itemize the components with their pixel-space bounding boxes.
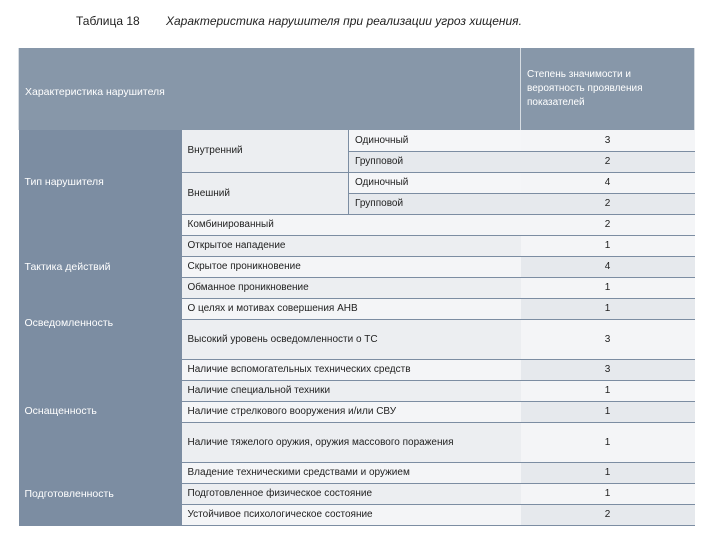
value-cell: 3 xyxy=(521,319,695,359)
violator-characteristics-table xyxy=(18,48,695,526)
table-row xyxy=(19,214,695,235)
sub-single: Одиночный xyxy=(349,130,521,151)
value-cell: 1 xyxy=(521,380,695,401)
group-tactics: Тактика действий xyxy=(19,235,182,298)
group-type-continued xyxy=(19,214,182,235)
table-number: Таблица 18 xyxy=(76,14,140,28)
value-cell: 1 xyxy=(521,277,695,298)
type-combined: Комбинированный xyxy=(182,214,521,235)
row-label: Открытое нападение xyxy=(182,235,521,256)
table-row xyxy=(19,359,695,380)
value-cell: 3 xyxy=(521,130,695,151)
header-characteristic: Характеристика нарушителя xyxy=(19,48,521,130)
value-cell: 1 xyxy=(521,298,695,319)
group-type xyxy=(19,130,182,214)
value-cell: 2 xyxy=(521,193,695,214)
value-cell: 2 xyxy=(521,504,695,525)
table-title: Характеристика нарушителя при реализации угроз хищения. xyxy=(166,14,522,28)
table-row xyxy=(19,462,695,483)
row-label: Подготовленное физическое состояние xyxy=(182,483,521,504)
value-cell: 4 xyxy=(521,256,695,277)
value-cell: 3 xyxy=(521,359,695,380)
group-preparedness: Подготовленность xyxy=(19,462,182,525)
table-row xyxy=(19,235,695,256)
row-label: Наличие вспомогательных технических средств xyxy=(182,359,521,380)
row-label: Наличие специальной техники xyxy=(182,380,521,401)
group-type-label: Тип нарушителя xyxy=(24,176,104,188)
row-label: Высокий уровень осведомленности о ТС xyxy=(182,319,521,359)
row-label: Обманное проникновение xyxy=(182,277,521,298)
row-label: О целях и мотивах совершения АНВ xyxy=(182,298,521,319)
table-caption xyxy=(0,14,720,34)
value-cell: 1 xyxy=(521,422,695,462)
row-label: Наличие тяжелого оружия, оружия массового поражения xyxy=(182,422,521,462)
sub-single: Одиночный xyxy=(349,172,521,193)
table-header-row xyxy=(19,48,695,130)
value-cell: 2 xyxy=(521,214,695,235)
sub-group: Групповой xyxy=(349,193,521,214)
value-cell: 1 xyxy=(521,462,695,483)
table-row xyxy=(19,298,695,319)
type-internal: Внутренний xyxy=(182,130,349,172)
value-cell: 1 xyxy=(521,235,695,256)
sub-group: Групповой xyxy=(349,151,521,172)
row-label: Скрытое проникновение xyxy=(182,256,521,277)
group-awareness xyxy=(19,298,182,359)
row-label: Владение техническими средствами и оружием xyxy=(182,462,521,483)
table-row xyxy=(19,130,695,151)
group-awareness-label: Осведомленность xyxy=(24,316,114,329)
row-label: Устойчивое психологическое состояние xyxy=(182,504,521,525)
row-label: Наличие стрелкового вооружения и/или СВУ xyxy=(182,401,521,422)
value-cell: 1 xyxy=(521,483,695,504)
value-cell: 1 xyxy=(521,401,695,422)
group-equipment: Оснащенность xyxy=(19,359,182,462)
type-external: Внешний xyxy=(182,172,349,214)
value-cell: 2 xyxy=(521,151,695,172)
value-cell: 4 xyxy=(521,172,695,193)
header-significance: Степень значимости и вероятность проявления показателей xyxy=(521,48,695,130)
